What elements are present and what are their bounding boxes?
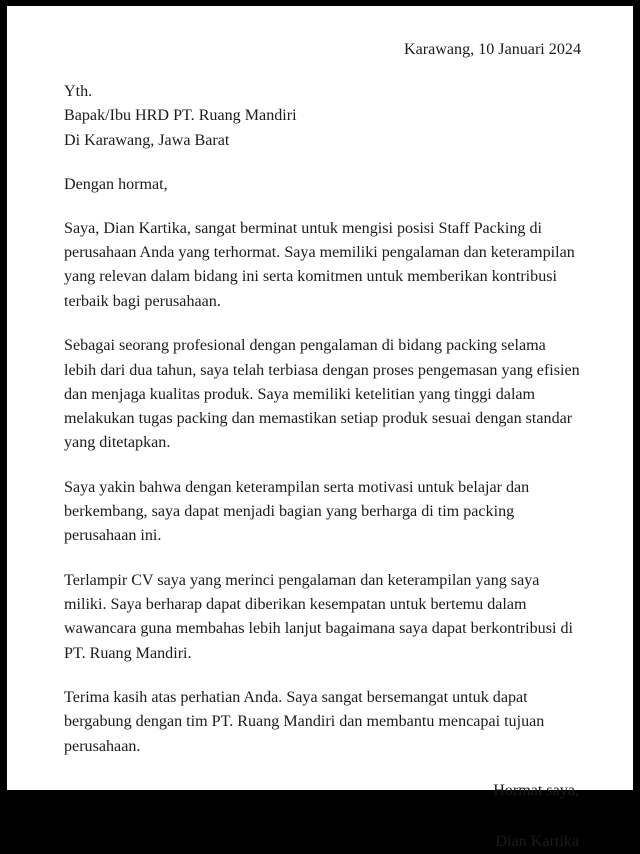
signer-name: Dian Kartika: [495, 832, 579, 850]
recipient-block: [57, 80, 581, 153]
body-paragraph-2: Sebagai seorang profesional dengan pengalaman di bidang packing selama lebih dari dua tahun, saya telah terbiasa dengan proses pengemasan yang efisien dan menjaga kualitas produk. Saya memiliki ketelitian yang tinggi dalam melakukan tugas packing dan memastikan setiap produk sesuai dengan standar yang ditetapkan.: [64, 337, 580, 452]
salutation: Dengan hormat,: [64, 175, 168, 193]
body-paragraph-4: Terlampir CV saya yang merinci pengalaman dan keterampilan yang saya miliki. Saya berharap dapat diberikan kesempatan untuk bertemu dalam wawancara guna membahas lebih lanjut bagaimana saya dapat berkontribusi di PT. Ruang Mandiri.: [64, 571, 574, 662]
body-paragraph-3: Saya yakin bahwa dengan keterampilan serta motivasi untuk belajar dan berkembang, saya dapat menjadi bagian yang berharga di tim packing perusahaan ini.: [64, 478, 530, 545]
body-paragraph-1: Saya, Dian Kartika, sangat berminat untuk mengisi posisi Staff Packing di perusahaan Anda yang terhormat. Saya memiliki pengalaman dan keterampilan yang relevan dalam bidang ini serta komitmen untuk memberikan kontribusi terbaik bagi perusahaan.: [64, 220, 575, 310]
recipient-line-company: Bapak/Ibu HRD PT. Ruang Mandiri: [64, 107, 297, 125]
letter-content: [57, 38, 581, 854]
letter-page: [7, 6, 633, 850]
valediction: Hormat saya,: [493, 782, 579, 800]
date-line: Karawang, 10 Januari 2024: [404, 41, 581, 58]
closing-block: [57, 779, 581, 853]
recipient-line-location: Di Karawang, Jawa Barat: [64, 131, 230, 149]
recipient-line-salutation: Yth.: [64, 83, 93, 101]
body-paragraph-5: Terima kasih atas perhatian Anda. Saya sangat bersemangat untuk dapat bergabung dengan tim PT. Ruang Mandiri dan membantu mencapai tujuan perusahaan.: [64, 689, 545, 755]
